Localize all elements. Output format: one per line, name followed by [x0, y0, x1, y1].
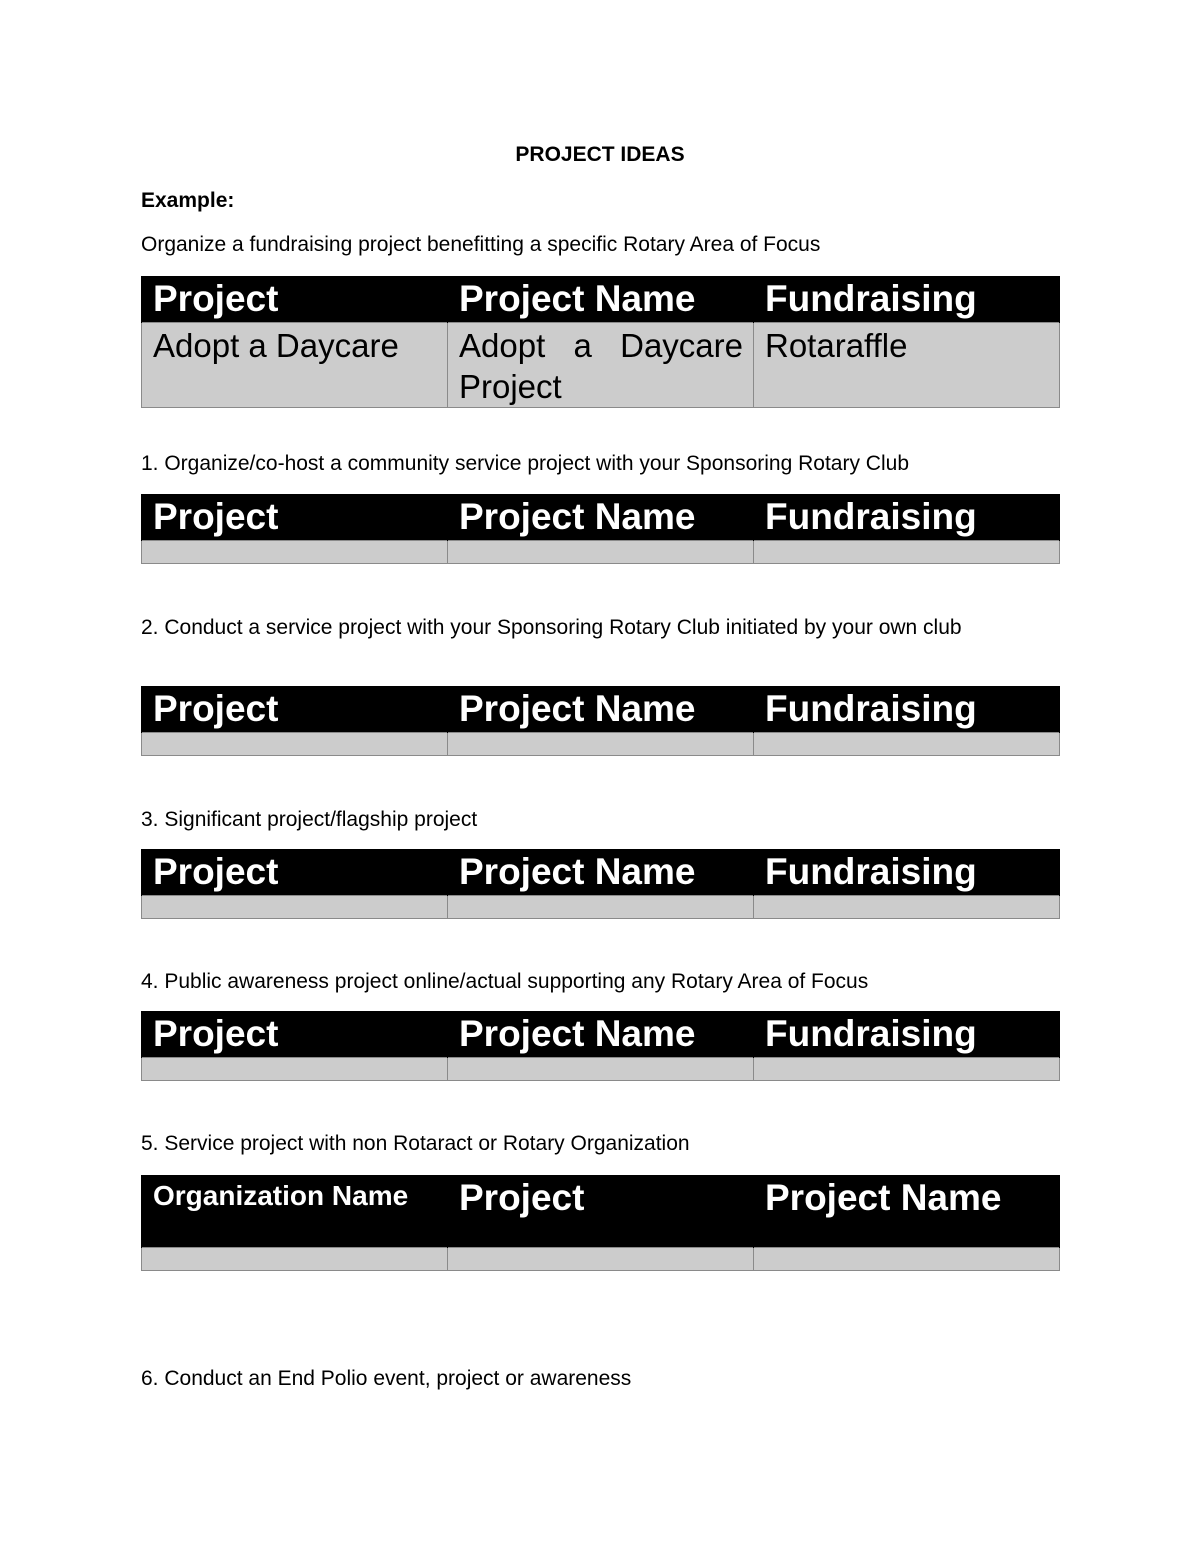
page-title: PROJECT IDEAS	[515, 143, 685, 166]
empty-cell[interactable]	[142, 733, 448, 756]
empty-cell[interactable]	[142, 541, 448, 564]
table-row	[142, 323, 1060, 408]
header-project-name: Project Name	[448, 686, 754, 733]
table-row	[142, 541, 1060, 564]
empty-cell[interactable]	[754, 896, 1060, 919]
item-1-text: 1. Organize/co-host a community service project with your Sponsoring Rotary Club	[141, 452, 909, 475]
item-3-table	[141, 849, 1060, 919]
header-project-name: Project Name	[754, 1175, 1060, 1248]
item-6-text: 6. Conduct an End Polio event, project or awareness	[141, 1367, 632, 1390]
table-row	[142, 1058, 1060, 1081]
empty-cell[interactable]	[754, 733, 1060, 756]
table-header-row	[142, 494, 1060, 541]
header-organization-name: Organization Name	[142, 1175, 448, 1248]
example-text: Organize a fundraising project benefitting a specific Rotary Area of Focus	[141, 233, 821, 256]
empty-cell[interactable]	[754, 1248, 1060, 1271]
cell-project: Adopt a Daycare	[142, 323, 448, 408]
header-fundraising: Fundraising	[754, 494, 1060, 541]
header-project-name: Project Name	[448, 849, 754, 896]
header-fundraising: Fundraising	[754, 849, 1060, 896]
header-project-name: Project Name	[448, 276, 754, 323]
table-header-row	[142, 1011, 1060, 1058]
cell-fundraising: Rotaraffle	[754, 323, 1060, 408]
header-project: Project	[142, 686, 448, 733]
table-row	[142, 1248, 1060, 1271]
header-project: Project	[142, 849, 448, 896]
empty-cell[interactable]	[142, 1058, 448, 1081]
example-table	[141, 276, 1060, 408]
item-3-text: 3. Significant project/flagship project	[141, 808, 478, 831]
header-fundraising: Fundraising	[754, 686, 1060, 733]
table-header-row	[142, 276, 1060, 323]
empty-cell[interactable]	[448, 541, 754, 564]
empty-cell[interactable]	[448, 733, 754, 756]
header-project: Project	[448, 1175, 754, 1248]
item-1-table	[141, 494, 1060, 564]
empty-cell[interactable]	[754, 1058, 1060, 1081]
header-fundraising: Fundraising	[754, 276, 1060, 323]
table-header-row	[142, 1175, 1060, 1248]
empty-cell[interactable]	[754, 541, 1060, 564]
empty-cell[interactable]	[448, 896, 754, 919]
item-5-table	[141, 1175, 1060, 1271]
item-2-text: 2. Conduct a service project with your Sponsoring Rotary Club initiated by your own club	[141, 616, 962, 639]
header-project: Project	[142, 276, 448, 323]
empty-cell[interactable]	[142, 1248, 448, 1271]
table-header-row	[142, 686, 1060, 733]
item-4-table	[141, 1011, 1060, 1081]
header-project-name: Project Name	[448, 1011, 754, 1058]
header-project-name: Project Name	[448, 494, 754, 541]
cell-project-name: Adopt a Daycare Project	[448, 323, 754, 408]
table-header-row	[142, 849, 1060, 896]
header-project: Project	[142, 1011, 448, 1058]
item-5-text: 5. Service project with non Rotaract or Rotary Organization	[141, 1132, 690, 1155]
header-project: Project	[142, 494, 448, 541]
empty-cell[interactable]	[448, 1248, 754, 1271]
table-row	[142, 733, 1060, 756]
item-4-text: 4. Public awareness project online/actual supporting any Rotary Area of Focus	[141, 970, 869, 993]
item-2-table	[141, 686, 1060, 756]
empty-cell[interactable]	[448, 1058, 754, 1081]
header-fundraising: Fundraising	[754, 1011, 1060, 1058]
example-label: Example:	[141, 189, 235, 212]
table-row	[142, 896, 1060, 919]
empty-cell[interactable]	[142, 896, 448, 919]
